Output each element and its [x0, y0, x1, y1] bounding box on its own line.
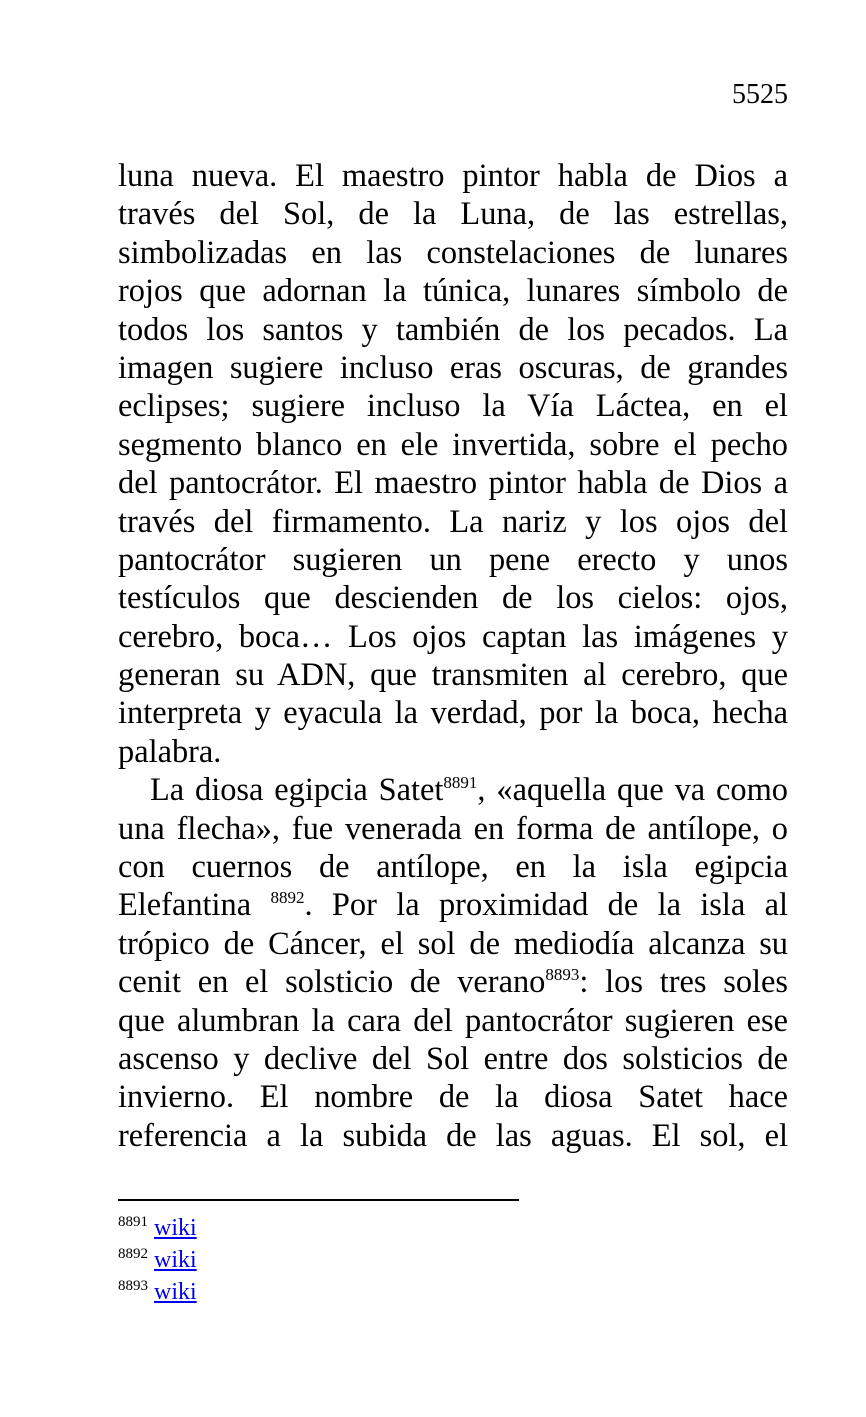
text-segment: Elefantina [118, 887, 252, 924]
text-line [118, 771, 788, 809]
text-line [118, 886, 788, 924]
text-line: invierno. El nombre de la diosa Satet hace [118, 1079, 788, 1116]
footnote-link-wiki[interactable]: wiki [154, 1279, 197, 1305]
footnote-number: 8892 [118, 1246, 148, 1262]
text-line: través del Sol, de la Luna, de las estrellas, [118, 196, 788, 233]
page-number: 5525 [732, 79, 788, 110]
footnote [118, 1276, 197, 1308]
text-line: pantocrátor sugieren un pene erecto y unos [118, 541, 788, 578]
text-line: palabra. [118, 733, 222, 770]
footnote-link-wiki[interactable]: wiki [154, 1215, 197, 1241]
footnote-link-wiki[interactable]: wiki [154, 1247, 197, 1273]
text-line: referencia a la subida de las aguas. El sol, el [118, 1117, 788, 1154]
text-line: con cuernos de antílope, en la isla egipcia [118, 849, 788, 886]
text-line [118, 963, 788, 1001]
text-line: través del firmamento. La nariz y los ojos del [118, 503, 788, 540]
text-line: testículos que descienden de los cielos: ojos, [118, 580, 788, 617]
text-line: una flecha», fue venerada en forma de antílope, o [118, 810, 788, 847]
text-segment: . Por la proximidad de la isla al [304, 887, 788, 924]
footnote-ref[interactable]: 8892 [270, 888, 305, 908]
text-line: interpreta y eyacula la verdad, por la boca, hecha [118, 695, 788, 732]
text-line: generan su ADN, que transmiten al cerebro, que [118, 657, 788, 694]
footnote-separator [118, 1199, 519, 1201]
text-line: simbolizadas en las constelaciones de lunares [118, 234, 788, 271]
text-segment: La diosa egipcia Satet [150, 772, 444, 809]
text-line: imagen sugiere incluso eras oscuras, de grandes [118, 349, 788, 386]
text-line: rojos que adornan la túnica, lunares símbolo de [118, 273, 788, 310]
text-line: que alumbran la cara del pantocrátor sugieren ese [118, 1002, 788, 1039]
footnotes [118, 1212, 197, 1308]
text-segment: cenit en el solsticio de verano [118, 964, 546, 1001]
text-line: luna nueva. El maestro pintor habla de Dios a [118, 158, 788, 194]
text-line: trópico de Cáncer, el sol de mediodía alcanza su [118, 925, 788, 962]
text-line: del pantocrátor. El maestro pintor habla de Dios a [118, 465, 788, 502]
body-text [118, 157, 788, 1155]
footnote-ref[interactable]: 8891 [443, 773, 478, 793]
footnote-ref[interactable]: 8893 [545, 965, 580, 985]
text-line: todos los santos y también de los pecados. La [118, 311, 788, 348]
footnote [118, 1212, 197, 1244]
text-segment: : los tres soles [579, 964, 789, 1001]
text-line: cerebro, boca… Los ojos captan las imágenes y [118, 618, 788, 655]
footnote-number: 8891 [118, 1214, 148, 1230]
footnote-number: 8893 [118, 1278, 148, 1294]
text-line: ascenso y declive del Sol entre dos solsticios de [118, 1040, 788, 1077]
text-line: eclipses; sugiere incluso la Vía Láctea, en el [118, 388, 788, 425]
text-segment: , «aquella que va como [477, 772, 788, 809]
footnote [118, 1244, 197, 1276]
text-line: segmento blanco en ele invertida, sobre el pecho [118, 426, 788, 463]
